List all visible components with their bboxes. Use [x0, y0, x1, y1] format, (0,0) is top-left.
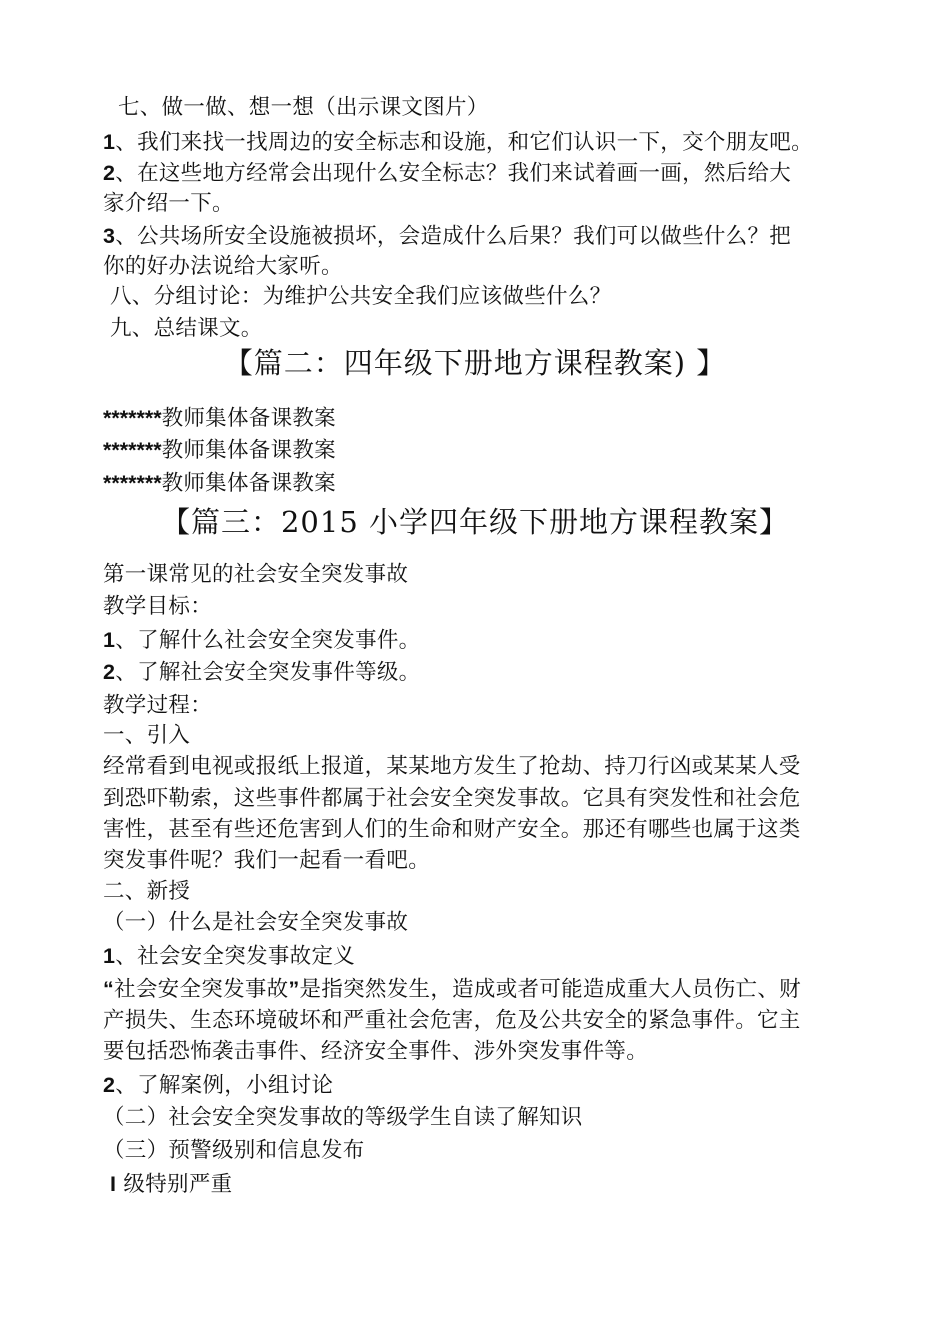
intro-paragraph-line-4: 突发事件呢？我们一起看一看吧。 [103, 848, 431, 873]
question-1-text: 、我们来找一找周边的安全标志和设施，和它们认识一下，交个朋友吧。 [115, 130, 813, 155]
question-1-number: 1 [103, 130, 116, 154]
subsection-3: （三）预警级别和信息发布 [103, 1138, 365, 1163]
part-2-line-2-text: 教师集体备课教案 [161, 438, 336, 463]
question-3-line-2: 你的好办法说给大家听。 [103, 254, 343, 279]
level-text: 级特别严重 [116, 1172, 233, 1197]
warning-level-1 [110, 1172, 232, 1197]
subsection-2: （二）社会安全突发事故的等级学生自读了解知识 [103, 1105, 583, 1130]
question-3-line-1 [103, 224, 791, 249]
definition-number: 1 [103, 944, 116, 968]
masked-stars: ******* [103, 406, 162, 430]
question-2-text: 、在这些地方经常会出现什么安全标志？我们来试着画一画，然后给大 [115, 161, 792, 186]
subsection-1: （一）什么是社会安全突发事故 [103, 910, 409, 935]
goals-label: 教学目标： [103, 594, 213, 619]
goal-2-number: 2 [103, 660, 116, 684]
goal-1-number: 1 [103, 628, 116, 652]
definition-line-1 [103, 977, 801, 1002]
intro-paragraph-line-3: 害性，甚至有些还危害到人们的生命和财产安全。那还有哪些也属于这类 [103, 817, 801, 842]
level-roman-numeral: I [110, 1172, 117, 1196]
definition-line-1-rest: 是指突然发生，造成或者可能造成重大人员伤亡、财 [299, 977, 801, 1002]
masked-stars: ******* [103, 471, 162, 495]
case-discussion [103, 1073, 333, 1098]
part-2-line-2 [103, 438, 336, 463]
part-2-line-1 [103, 406, 336, 431]
part-2-heading: 【篇二：四年级下册地方课程教案) 】 [223, 346, 727, 380]
case-number: 2 [103, 1073, 116, 1097]
masked-stars: ******* [103, 438, 162, 462]
question-2-number: 2 [103, 161, 116, 185]
question-2-line-1 [103, 161, 791, 186]
definition-line-2: 产损失、生态环境破坏和严重社会危害，危及公共安全的紧急事件。它主 [103, 1008, 801, 1033]
definition-line-3: 要包括恐怖袭击事件、经济安全事件、涉外突发事件等。 [103, 1039, 649, 1064]
question-2-line-2: 家介绍一下。 [103, 191, 234, 216]
goal-2-text: 、了解社会安全突发事件等级。 [115, 660, 421, 685]
question-1 [103, 130, 813, 155]
part-2-line-1-text: 教师集体备课教案 [161, 406, 336, 431]
definition-title [103, 944, 355, 969]
section-8-title: 八、分组讨论：为维护公共安全我们应该做些什么？ [110, 284, 612, 309]
new-lesson-label: 二、新授 [103, 879, 191, 904]
question-3-text: 、公共场所安全设施被损坏，会造成什么后果？我们可以做些什么？把 [115, 224, 792, 249]
goal-1 [103, 628, 420, 653]
goal-1-text: 、了解什么社会安全突发事件。 [115, 628, 421, 653]
definition-title-text: 、社会安全突发事故定义 [115, 944, 356, 969]
part-2-line-3-text: 教师集体备课教案 [161, 471, 336, 496]
intro-label: 一、引入 [103, 723, 191, 748]
case-text: 、了解案例，小组讨论 [115, 1073, 334, 1098]
section-7-title: 七、做一做、想一想（出示课文图片） [118, 95, 489, 120]
quote-open: “ [103, 977, 115, 1001]
goal-2 [103, 660, 420, 685]
intro-paragraph-line-1: 经常看到电视或报纸上报道，某某地方发生了抢劫、持刀行凶或某某人受 [103, 754, 801, 779]
question-3-number: 3 [103, 224, 116, 248]
quote-close: ” [288, 977, 300, 1001]
part-3-heading: 【篇三：2015 小学四年级下册地方课程教案】 [160, 505, 790, 539]
part-2-line-3 [103, 471, 336, 496]
process-label: 教学过程： [103, 693, 213, 718]
intro-paragraph-line-2: 到恐吓勒索，这些事件都属于社会安全突发事故。它具有突发性和社会危 [103, 786, 801, 811]
lesson-title: 第一课常见的社会安全突发事故 [103, 562, 409, 587]
section-9-title: 九、总结课文。 [110, 316, 263, 341]
definition-term: 社会安全突发事故 [114, 977, 289, 1002]
